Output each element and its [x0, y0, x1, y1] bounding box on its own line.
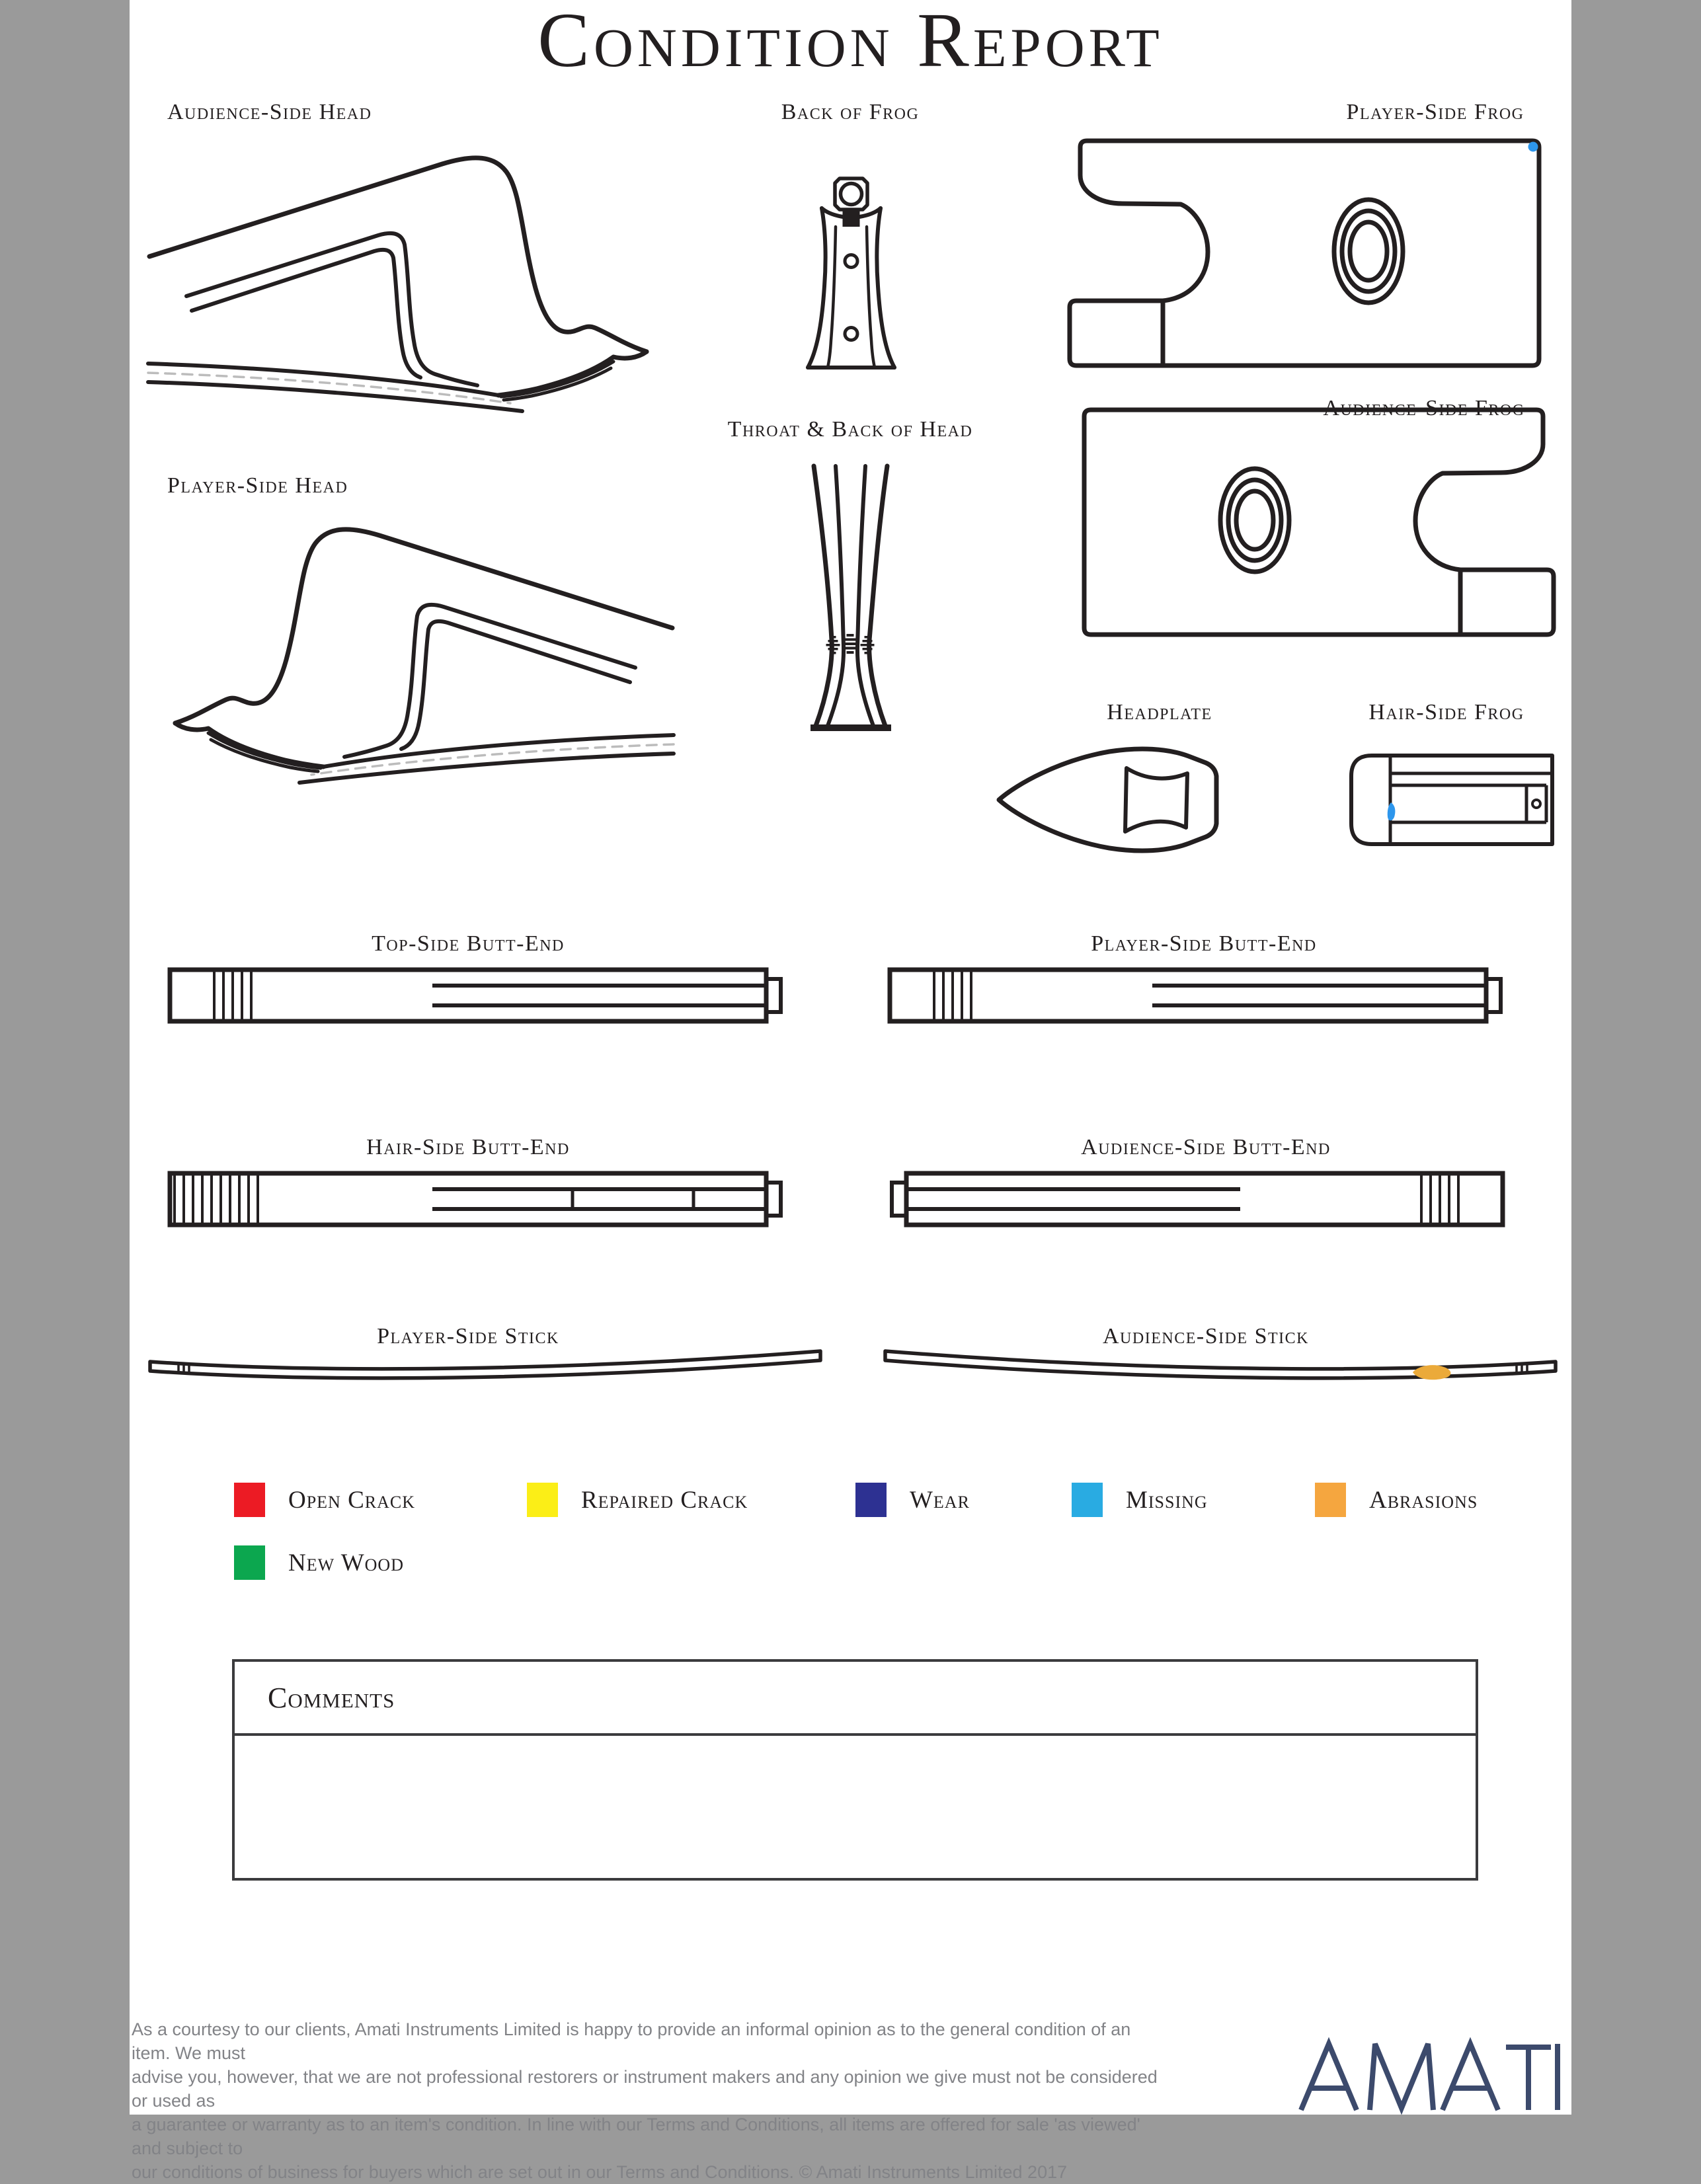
legend-item-new-wood: [234, 1545, 404, 1580]
disclaimer-line: advise you, however, that we are not professional restorers or instrument makers and any opinion we give must not be considered or used as: [132, 2067, 1158, 2111]
amati-logo: [1300, 2041, 1561, 2114]
wear-swatch: [855, 1483, 887, 1517]
disclaimer-line: a guarantee or warranty as to an item's condition. In line with our Terms and Conditions, all items are offered for sale 'as viewed' and subject to: [132, 2115, 1140, 2158]
label-player-side-butt-end: Player-Side Butt-End: [1091, 931, 1317, 956]
repaired-crack-swatch: [527, 1483, 558, 1517]
label-top-side-butt-end: Top-Side Butt-End: [372, 931, 565, 956]
abrasion-mark: [1408, 1362, 1454, 1384]
label-hair-side-frog: Hair-Side Frog: [1368, 700, 1524, 724]
abrasions-swatch: [1315, 1483, 1346, 1517]
legend-item-wear: [855, 1483, 970, 1517]
page-title: Condition Report: [537, 0, 1164, 83]
headplate-drawing: [997, 742, 1228, 857]
label-hair-side-butt-end: Hair-Side Butt-End: [366, 1135, 570, 1159]
audience-side-frog-drawing: [1083, 410, 1554, 636]
legend-item-repaired-crack: [527, 1483, 748, 1517]
audience-side-butt-end-drawing: [889, 1171, 1505, 1227]
top-side-butt-end-drawing: [168, 968, 784, 1023]
miss-swatch: [1072, 1483, 1103, 1517]
missing-mark: [1388, 802, 1396, 820]
player-side-head-drawing: [148, 502, 674, 801]
comments-box: [232, 1659, 1478, 1881]
label-audience-side-head: Audience-Side Head: [167, 100, 372, 124]
comments-header: [235, 1662, 1476, 1736]
disclaimer-text: [132, 2017, 1163, 2184]
audience-side-head-drawing: [148, 131, 674, 430]
legend-item-abrasions: [1315, 1483, 1478, 1517]
label-player-side-head: Player-Side Head: [167, 473, 348, 498]
legend-label: Wear: [910, 1486, 970, 1514]
legend-item-open-crack: [234, 1483, 415, 1517]
legend-label: Missing: [1126, 1486, 1208, 1514]
comments-input-area[interactable]: [235, 1736, 1476, 1878]
throat-hatch-marks: [811, 634, 891, 731]
back-of-frog-drawing: [804, 175, 900, 373]
frog-ferrule-block: [843, 210, 860, 227]
player-side-stick-drawing: [148, 1348, 822, 1385]
legend-label: Open Crack: [288, 1486, 416, 1514]
label-player-side-stick: Player-Side Stick: [377, 1324, 559, 1348]
label-player-side-frog: Player-Side Frog: [1346, 100, 1524, 124]
legend-label: New Wood: [288, 1549, 404, 1577]
comments-label: Comments: [268, 1681, 395, 1714]
player-side-frog-drawing: [1070, 141, 1540, 367]
condition-report-page: [130, 0, 1571, 2182]
label-audience-side-stick: Audience-Side Stick: [1103, 1324, 1309, 1348]
hair-side-frog-drawing: [1349, 754, 1554, 846]
audience-side-stick-drawing: [883, 1348, 1558, 1385]
player-side-butt-end-drawing: [888, 968, 1504, 1023]
missing-mark: [1528, 142, 1538, 152]
hair-side-butt-end-drawing: [168, 1171, 784, 1227]
legend-item-missing: [1072, 1483, 1208, 1517]
label-back-of-frog: Back of Frog: [781, 100, 920, 124]
new-wood-swatch: [234, 1545, 265, 1580]
throat-back-of-head-drawing: [791, 463, 916, 734]
label-throat-back-of-head: Throat & Back of Head: [727, 417, 973, 442]
open-crack-swatch: [234, 1483, 265, 1517]
disclaimer-line: our conditions of business for buyers which are set out in our Terms and Conditions. © Amati Instruments Limited 2017: [132, 2162, 1068, 2182]
legend-label: Repaired Crack: [581, 1486, 748, 1514]
disclaimer-line: As a courtesy to our clients, Amati Instruments Limited is happy to provide an informal opinion as to the general condition of an item. We must: [132, 2019, 1131, 2063]
legend-label: Abrasions: [1369, 1486, 1478, 1514]
label-headplate: Headplate: [1107, 700, 1212, 724]
label-audience-side-butt-end: Audience-Side Butt-End: [1081, 1135, 1331, 1159]
